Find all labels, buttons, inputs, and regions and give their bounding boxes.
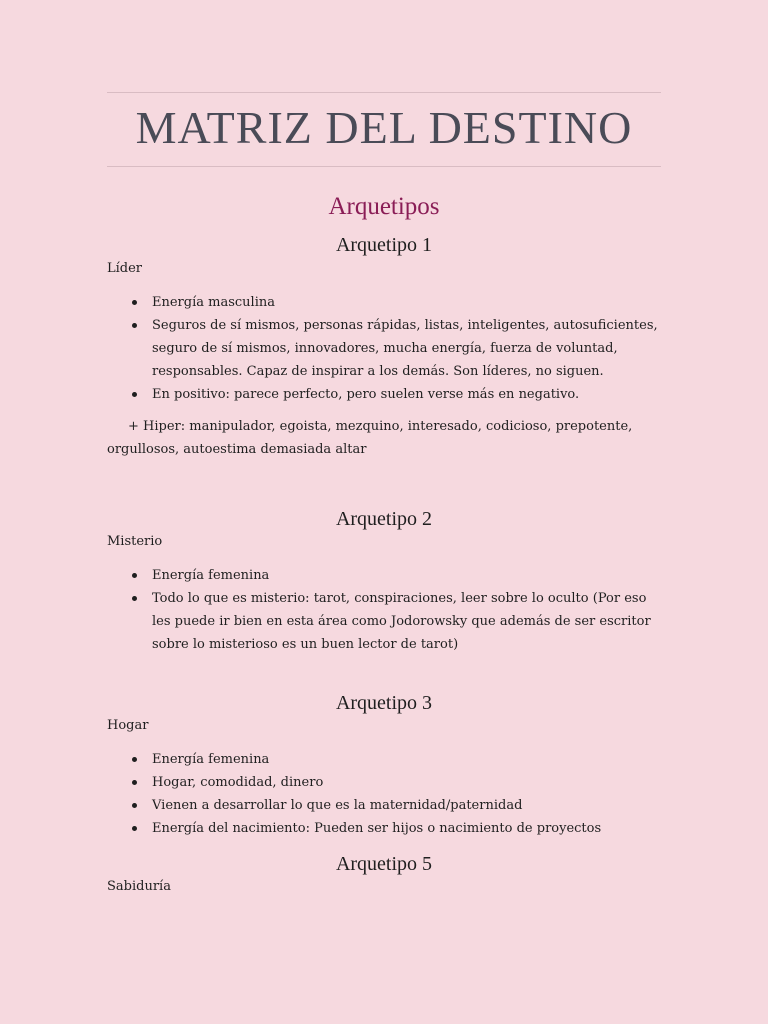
archetype-1-name: Líder bbox=[107, 261, 143, 276]
list-item: Energía del nacimiento: Pueden ser hijos o nacimiento de proyectos bbox=[107, 817, 661, 840]
list-item: Todo lo que es misterio: tarot, conspiraciones, leer sobre lo oculto (Por eso les puede ir bien en esta área como Jodorowsky que además de ser escritor sobre lo misterioso es un buen lector de tarot) bbox=[107, 587, 661, 656]
list-item: Energía masculina bbox=[107, 291, 661, 314]
archetype-1-heading: Arquetipo 1 bbox=[335, 234, 433, 256]
archetype-3-heading: Arquetipo 3 bbox=[335, 692, 433, 714]
archetype-3-name: Hogar bbox=[107, 718, 149, 733]
archetype-1-list bbox=[107, 291, 661, 406]
list-item: Energía femenina bbox=[107, 748, 661, 771]
archetype-3-list bbox=[107, 748, 661, 840]
list-item: Hogar, comodidad, dinero bbox=[107, 771, 661, 794]
list-item: Vienen a desarrollar lo que es la maternidad/paternidad bbox=[107, 794, 661, 817]
section-heading: Arquetipos bbox=[328, 193, 440, 220]
top-rule bbox=[107, 92, 661, 93]
archetype-5-name: Sabiduría bbox=[107, 879, 171, 894]
bottom-rule bbox=[107, 166, 661, 167]
archetype-2-name: Misterio bbox=[107, 534, 163, 549]
archetype-2-list bbox=[107, 564, 661, 656]
list-item: Energía femenina bbox=[107, 564, 661, 587]
archetype-2-heading: Arquetipo 2 bbox=[335, 508, 433, 530]
list-item: En positivo: parece perfecto, pero suelen verse más en negativo. bbox=[107, 383, 661, 406]
archetype-1-note: + Hiper: manipulador, egoista, mezquino, interesado, codicioso, prepotente, orgullosos, autoestima demasiada altar bbox=[107, 419, 633, 457]
list-item: Seguros de sí mismos, personas rápidas, listas, inteligentes, autosuficientes, seguro de sí mismos, innovadores, mucha energía, fuerza de voluntad, responsables. Capaz de inspirar a los demás. Son líderes, no siguen. bbox=[107, 314, 661, 383]
archetype-5-heading: Arquetipo 5 bbox=[335, 853, 433, 875]
page-title: MATRIZ DEL DESTINO bbox=[135, 102, 633, 153]
